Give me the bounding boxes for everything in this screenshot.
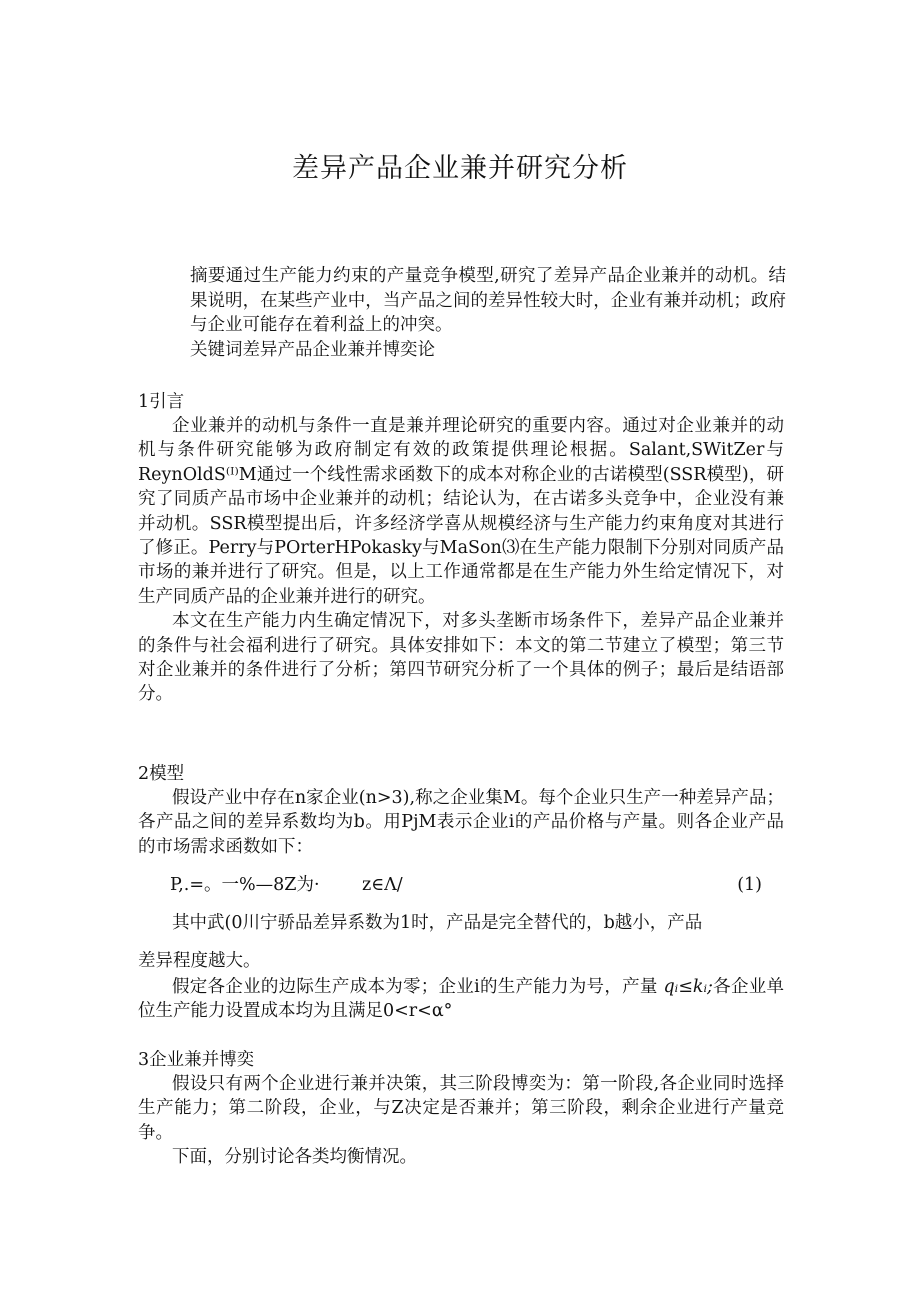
section-2-paragraph-3 xyxy=(138,975,784,1024)
section-2-p3-end: 各企业单位生产能力设置成本均为且满足0<r<α° xyxy=(138,977,784,1022)
equation-number: (1) xyxy=(737,875,762,895)
capacity-formula: qᵢ≤kᵢ; xyxy=(663,977,713,997)
section-3-paragraph-2: 下面，分别讨论各类均衡情况。 xyxy=(172,1147,417,1168)
section-1-heading: 1引言 xyxy=(138,392,185,412)
section-3-paragraph-1: 假设只有两个企业进行兼并决策，其三阶段博奕为：第一阶段,各企业同时选择生产能力；第二阶段，企业，与Z决定是否兼并；第三阶段，剩余企业进行产量竞争。 xyxy=(138,1074,784,1143)
abstract-block xyxy=(190,264,786,362)
section-2-p3-start: 假定各企业的边际生产成本为零；企业i的生产能力为号，产量 xyxy=(172,977,658,997)
equation-right: z∈Λ/ xyxy=(362,875,403,895)
equation-left: P,.=。一%—8Z为· xyxy=(170,875,320,895)
section-1-paragraph-2: 本文在生产能力内生确定情况下，对多头垄断市场条件下，差异产品企业兼并的条件与社会福利进行了研究。具体安排如下：本文的第二节建立了模型；第三节对企业兼并的条件进行了分析；第四节研究分析了一个具体的例子；最后是结语部分。 xyxy=(138,611,784,705)
section-1-body xyxy=(138,414,784,707)
section-2-line-b: 差异程度越大。 xyxy=(138,951,261,971)
keywords-line: 关键词差异产品企业兼并博奕论 xyxy=(190,339,435,360)
section-2-paragraph-3-text xyxy=(138,975,784,1024)
section-2-line-a: 其中武(0川宁骄品差异系数为1时，产品是完全替代的，b越小，产品 xyxy=(172,913,703,933)
abstract-text: 摘要通过生产能力约束的产量竞争模型,研究了差异产品企业兼并的动机。结果说明，在某些产业中，当产品之间的差异性较大时，企业有兼并动机；政府与企业可能存在着利益上的冲突。 xyxy=(190,266,786,335)
page-title: 差异产品企业兼并研究分析 xyxy=(292,153,628,184)
section-1-paragraph-1: 企业兼并的动机与条件一直是兼并理论研究的重要内容。通过对企业兼并的动机与条件研究能够为政府制定有效的政策提供理论根据。Salant,SWitZer与ReynOldS⁽ᴵ⁾M通过一个线性需求函数下的成本对称企业的古诺模型(SSR模型)，研究了同质产品市场中企业兼并的动机；结论认为，在古诺多头竞争中，企业没有兼并动机。SSR模型提出后，许多经济学喜从规模经济与生产能力约束角度对其进行了修正。Perry与POrterHPokasky与MaSon⑶在生产能力限制下分别对同质产品市场的兼并进行了研究。但是，以上工作通常都是在生产能力外生给定情况下，对生产同质产品的企业兼并进行的研究。 xyxy=(138,416,784,607)
section-3-body xyxy=(138,1072,784,1170)
section-2-heading: 2模型 xyxy=(138,764,185,784)
section-3-heading: 3企业兼并博奕 xyxy=(138,1050,255,1070)
section-2-paragraph-1: 假设产业中存在n家企业(n>3),称之企业集M。每个企业只生产一种差异产品；各产品之间的差异系数均为b。用PjM表示企业i的产品价格与产量。则各企业产品的市场需求函数如下： xyxy=(138,788,784,857)
section-2-body xyxy=(138,786,784,859)
